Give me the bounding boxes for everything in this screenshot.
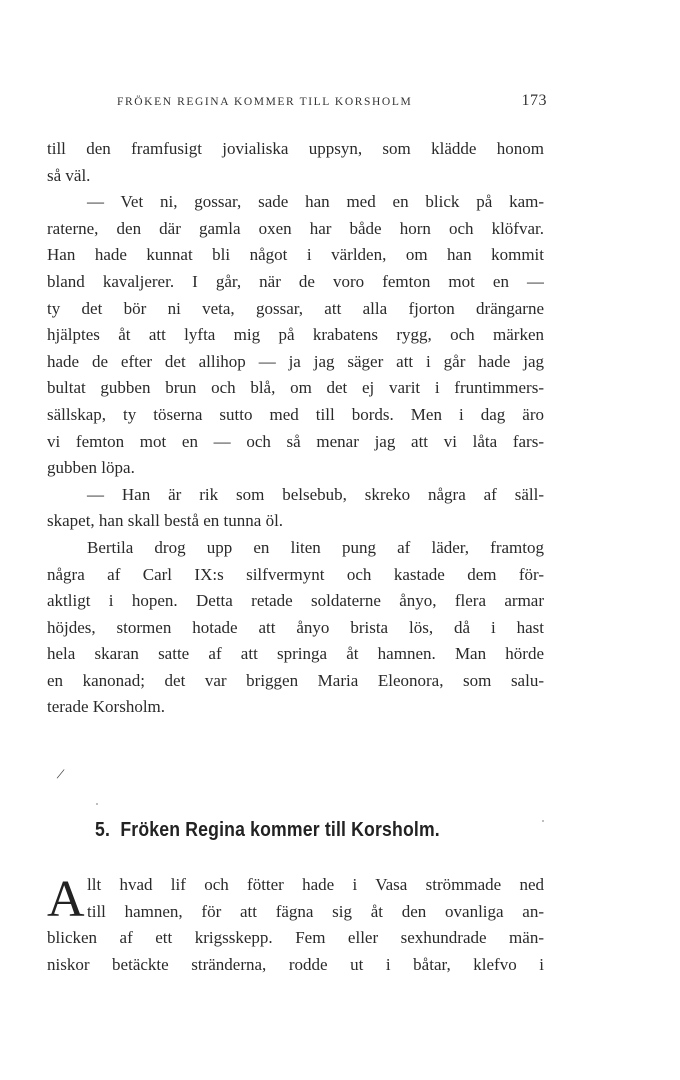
text-line: terade Korsholm. [47,697,166,717]
text-line: hade de efter det allihop — ja jag säger att i går hade jag [47,351,544,371]
drop-cap: A [47,871,85,928]
text-line: raterne, den där gamla oxen har både horn och klöfvar. [47,218,544,238]
text-line: hjälptes åt att lyfta mig på krabatens rygg, och märken [47,325,544,345]
text-line: ty det bör ni veta, gossar, att alla fjorton drängarne [47,298,544,318]
running-title: FRÖKEN REGINA KOMMER TILL KORSHOLM [117,96,413,108]
text-line: Han hade kunnat bli något i världen, om han kommit [47,245,544,265]
text-line: en kanonad; det var briggen Maria Eleonora, som salu- [47,670,544,690]
text-line: aktligt i hopen. Detta retade soldaterne ånyo, flera armar [47,591,544,611]
body-text [47,136,544,721]
text-line: Bertila drog upp en liten pung af läder, framtog [87,537,544,557]
ink-speck [542,820,544,822]
text-line: gubben löpa. [47,458,135,478]
chapter-heading [95,818,440,842]
text-line: sällskap, ty töserna sutto med till bords. Men i dag äro [47,404,544,424]
text-line: till hamnen, för att fägna sig åt den ovanliga an- [87,901,544,921]
text-line: till den framfusigt jovialiska uppsyn, som klädde honom [47,139,544,158]
text-line: — Han är rik som belsebub, skreko några af säll- [87,484,544,504]
chapter-title: Fröken Regina kommer till Korsholm. [120,818,440,841]
text-line: vi femton mot en — och så menar jag att vi låta fars- [47,431,544,451]
stray-ink-mark: / [55,765,66,784]
text-line: niskor betäckte stränderna, rodde ut i båtar, klefvo i [47,954,544,974]
text-line: några af Carl IX:s silfvermynt och kastade dem för- [47,564,544,584]
running-head [117,92,547,116]
text-line: bultat gubben brun och blå, om det ej varit i fruntimmers- [47,378,544,398]
text-line: höjdes, stormen hotade att ånyo brista lös, då i hast [47,617,544,637]
chapter-text [47,872,544,978]
text-line: blicken af ett krigsskepp. Fem eller sexhundrade män- [47,928,544,948]
chapter-number: 5. [95,818,111,841]
text-line: hela skaran satte af att springa åt hamnen. Man hörde [47,644,544,664]
text-line: skapet, han skall bestå en tunna öl. [47,511,284,531]
page-number: 173 [521,92,547,109]
text-line: — Vet ni, gossar, sade han med en blick på kam- [87,192,544,212]
text-line: bland kavaljerer. I går, när de voro femton mot en — [47,271,544,291]
text-line: llt hvad lif och fötter hade i Vasa strömmade ned [87,875,544,894]
ink-speck [96,803,98,805]
text-line: så väl. [47,165,91,185]
